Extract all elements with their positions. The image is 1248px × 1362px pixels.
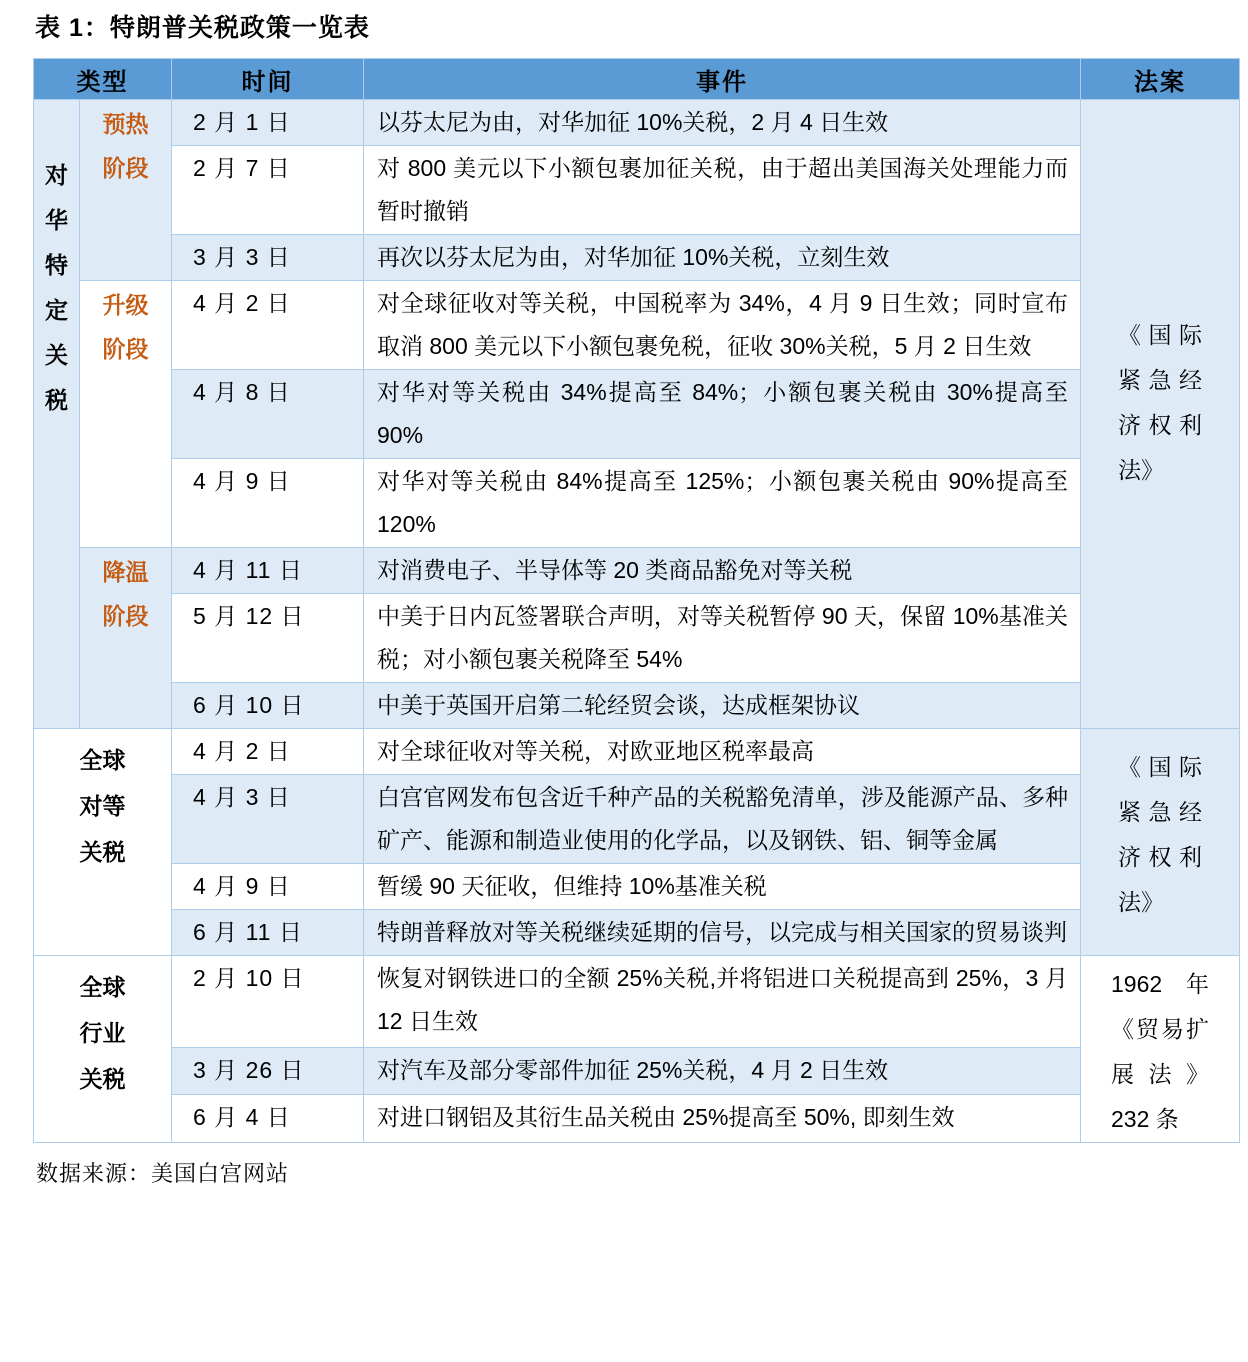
time-cell: 4 月 11 日 xyxy=(172,548,364,594)
time-cell: 4 月 9 日 xyxy=(172,459,364,548)
table-row xyxy=(34,775,1240,864)
table-row xyxy=(34,281,1240,370)
type-label: 全球对等关税 xyxy=(79,747,126,865)
time-cell: 2 月 7 日 xyxy=(172,146,364,235)
phase-label: 预热阶段 xyxy=(102,111,149,181)
time-cell: 4 月 8 日 xyxy=(172,370,364,459)
table-row xyxy=(34,370,1240,459)
table-row xyxy=(34,146,1240,235)
event-cell: 对消费电子、半导体等 20 类商品豁免对等关税 xyxy=(364,548,1081,594)
event-cell: 对全球征收对等关税，中国税率为 34%，4 月 9 日生效；同时宣布取消 800 美元以下小额包裹免税，征收 30%关税，5 月 2 日生效 xyxy=(364,281,1081,370)
time-cell: 6 月 11 日 xyxy=(172,910,364,956)
time-cell: 6 月 10 日 xyxy=(172,683,364,729)
section-type-china xyxy=(34,100,80,729)
law-cell-ieepa-1 xyxy=(1081,100,1240,729)
time-cell: 5 月 12 日 xyxy=(172,594,364,683)
time-cell: 4 月 9 日 xyxy=(172,864,364,910)
event-cell: 再次以芬太尼为由，对华加征 10%关税，立刻生效 xyxy=(364,235,1081,281)
table-row xyxy=(34,1095,1240,1143)
time-cell: 2 月 1 日 xyxy=(172,100,364,146)
table-row xyxy=(34,548,1240,594)
table-row xyxy=(34,594,1240,683)
data-source-note: 数据来源：美国白宫网站 xyxy=(36,1161,290,1186)
table-row xyxy=(34,729,1240,775)
header-type: 类型 xyxy=(34,59,172,100)
time-cell: 2 月 10 日 xyxy=(172,956,364,1048)
time-cell: 3 月 3 日 xyxy=(172,235,364,281)
section-type-global-reciprocal xyxy=(34,729,172,956)
phase-escalation xyxy=(80,281,172,548)
header-time: 时间 xyxy=(172,59,364,100)
table-title: 表 1：特朗普关税政策一览表 xyxy=(35,14,370,42)
time-cell: 3 月 26 日 xyxy=(172,1047,364,1095)
time-cell: 6 月 4 日 xyxy=(172,1095,364,1143)
law-text: 《国际紧急经济权利法》 xyxy=(1118,754,1202,915)
law-cell-ieepa-2 xyxy=(1081,729,1240,956)
time-cell: 4 月 3 日 xyxy=(172,775,364,864)
event-cell: 白宫官网发布包含近千种产品的关税豁免清单，涉及能源产品、多种矿产、能源和制造业使用的化学品，以及钢铁、铝、铜等金属 xyxy=(364,775,1081,864)
law-cell-trade-expansion-act xyxy=(1081,956,1240,1143)
table-row xyxy=(34,235,1240,281)
event-cell: 特朗普释放对等关税继续延期的信号，以完成与相关国家的贸易谈判 xyxy=(364,910,1081,956)
header-event: 事件 xyxy=(364,59,1081,100)
event-cell: 中美于日内瓦签署联合声明，对等关税暂停 90 天，保留 10%基准关税；对小额包裹关税降至 54% xyxy=(364,594,1081,683)
event-cell: 以芬太尼为由，对华加征 10%关税，2 月 4 日生效 xyxy=(364,100,1081,146)
section-type-global-industry xyxy=(34,956,172,1143)
event-cell: 对华对等关税由 84%提高至 125%；小额包裹关税由 90%提高至 120% xyxy=(364,459,1081,548)
event-cell: 恢复对钢铁进口的全额 25%关税,并将铝进口关税提高到 25%，3 月 12 日生效 xyxy=(364,956,1081,1048)
event-cell: 暂缓 90 天征收，但维持 10%基准关税 xyxy=(364,864,1081,910)
law-text: 《国际紧急经济权利法》 xyxy=(1118,322,1202,483)
phase-label: 升级阶段 xyxy=(102,292,149,362)
table-row xyxy=(34,683,1240,729)
event-cell: 中美于英国开启第二轮经贸会谈，达成框架协议 xyxy=(364,683,1081,729)
phase-cooldown xyxy=(80,548,172,729)
header-row xyxy=(34,59,1240,100)
time-cell: 4 月 2 日 xyxy=(172,281,364,370)
type-label: 全球行业关税 xyxy=(79,974,126,1092)
event-cell: 对进口钢铝及其衍生品关税由 25%提高至 50%, 即刻生效 xyxy=(364,1095,1081,1143)
table-row xyxy=(34,100,1240,146)
phase-label: 降温阶段 xyxy=(102,559,149,629)
time-cell: 4 月 2 日 xyxy=(172,729,364,775)
table-row xyxy=(34,956,1240,1048)
table-row xyxy=(34,864,1240,910)
header-law: 法案 xyxy=(1081,59,1240,100)
event-cell: 对汽车及部分零部件加征 25%关税，4 月 2 日生效 xyxy=(364,1047,1081,1095)
phase-warmup xyxy=(80,100,172,281)
law-text: 1962 年《贸易扩展法》232 条 xyxy=(1111,971,1209,1132)
event-cell: 对华对等关税由 34%提高至 84%；小额包裹关税由 30%提高至 90% xyxy=(364,370,1081,459)
type-label: 对华特定关税 xyxy=(44,162,68,413)
tariff-policy-table xyxy=(33,58,1240,1143)
event-cell: 对全球征收对等关税，对欧亚地区税率最高 xyxy=(364,729,1081,775)
table-row xyxy=(34,1047,1240,1095)
event-cell: 对 800 美元以下小额包裹加征关税，由于超出美国海关处理能力而暂时撤销 xyxy=(364,146,1081,235)
table-row xyxy=(34,459,1240,548)
table-row xyxy=(34,910,1240,956)
